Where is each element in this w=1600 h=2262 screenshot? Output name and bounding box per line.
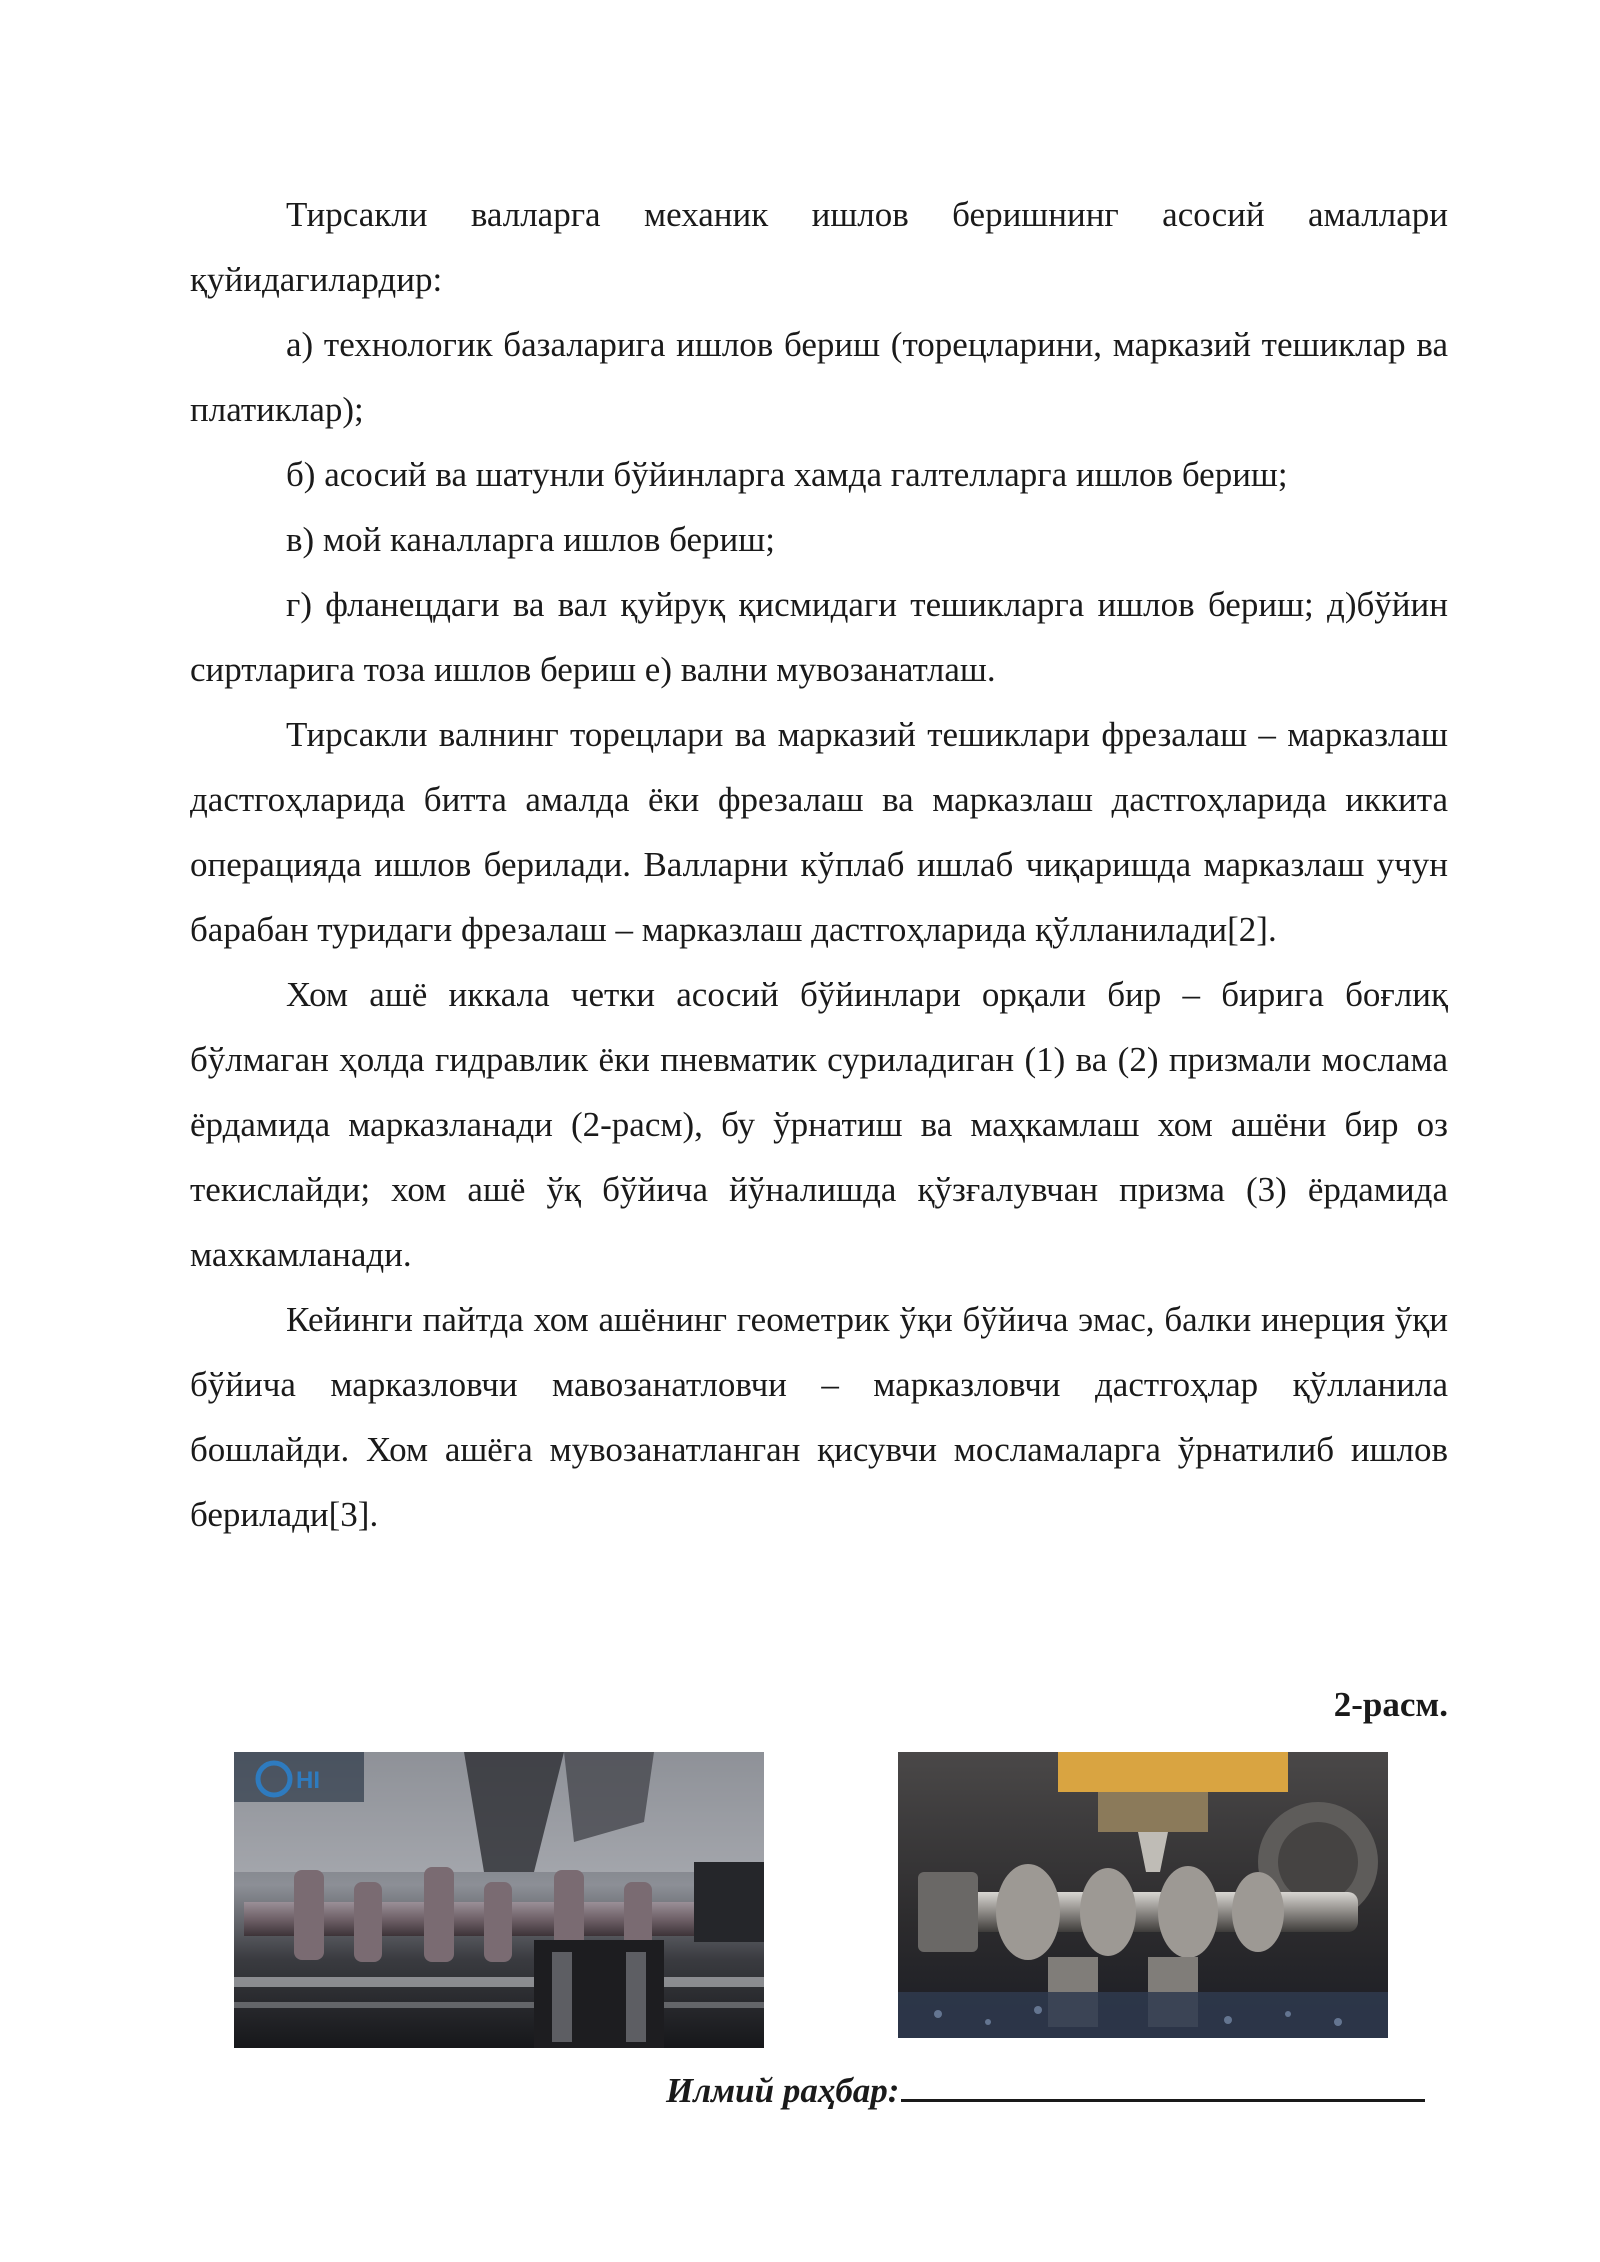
crankshaft-lathe-illustration [234, 1752, 764, 2048]
crankshaft-milling-illustration [898, 1752, 1388, 2038]
watermark-text: HI [296, 1767, 320, 1794]
paragraph-item-a: а) технологик базаларига ишлов бериш (торецларини, марказий тешиклар ва платиклар); [190, 325, 1448, 429]
paragraph-centering: Тирсакли валнинг торецлари ва марказий тешиклари фрезалаш – марказлаш дастгоҳларида битта амалда ёки фрезалаш ва марказлаш дастгоҳларида иккита операцияда ишлов берилади. Валларни кўплаб ишлаб чиқаришда марказлаш учун барабан туридаги фрезалаш – марказлаш дастгоҳларида қўлланилади[2]. [190, 715, 1448, 949]
paragraph-intro: Тирсакли валларга механик ишлов беришнинг асосий амаллари қуйидагилардир: [190, 195, 1448, 299]
document-body [190, 182, 1448, 1547]
paragraph-fixture: Хом ашё иккала четки асосий бўйинлари орқали бир – бирига боғлиқ бўлмаган ҳолда гидравлик ёки пневматик суриладиган (1) ва (2) призмали мослама ёрдамида марказланади (2-расм), бу ўрнатиш ва маҳкамлаш хом ашёни бир оз текислайди; хом ашё ўқ бўйича йўналишда қўзғалувчан призма (3) ёрдамида махкамланади. [190, 975, 1448, 1274]
supervisor-signature [666, 2058, 1425, 2123]
figure-caption: 2-расм. [1333, 1685, 1448, 1724]
crankshaft-lathe-photo [234, 1752, 764, 2048]
paragraph-item-g: г) фланецдаги ва вал қуйруқ қисмидаги тешикларга ишлов бериш; д)бўйин сиртларига тоза ишлов бериш е) вални мувозанатлаш. [190, 585, 1448, 689]
crankshaft-milling-photo [898, 1752, 1388, 2038]
paragraph-inertia: Кейинги пайтда хом ашёнинг геометрик ўқи бўйича эмас, балки инерция ўқи бўйича марказловчи мавозанатловчи – марказловчи дастгоҳлар қўлланила бошлайди. Хом ашёга мувозанатланган қисувчи мосламаларга ўрнатилиб ишлов берилади[3]. [190, 1300, 1448, 1534]
paragraph-item-b: б) асосий ва шатунли бўйинларга хамда галтелларга ишлов бериш; [286, 455, 1288, 494]
signature-line [901, 2061, 1425, 2102]
paragraph-item-v: в) мой каналларга ишлов бериш; [286, 520, 775, 559]
supervisor-label: Илмий раҳбар: [666, 2071, 900, 2110]
